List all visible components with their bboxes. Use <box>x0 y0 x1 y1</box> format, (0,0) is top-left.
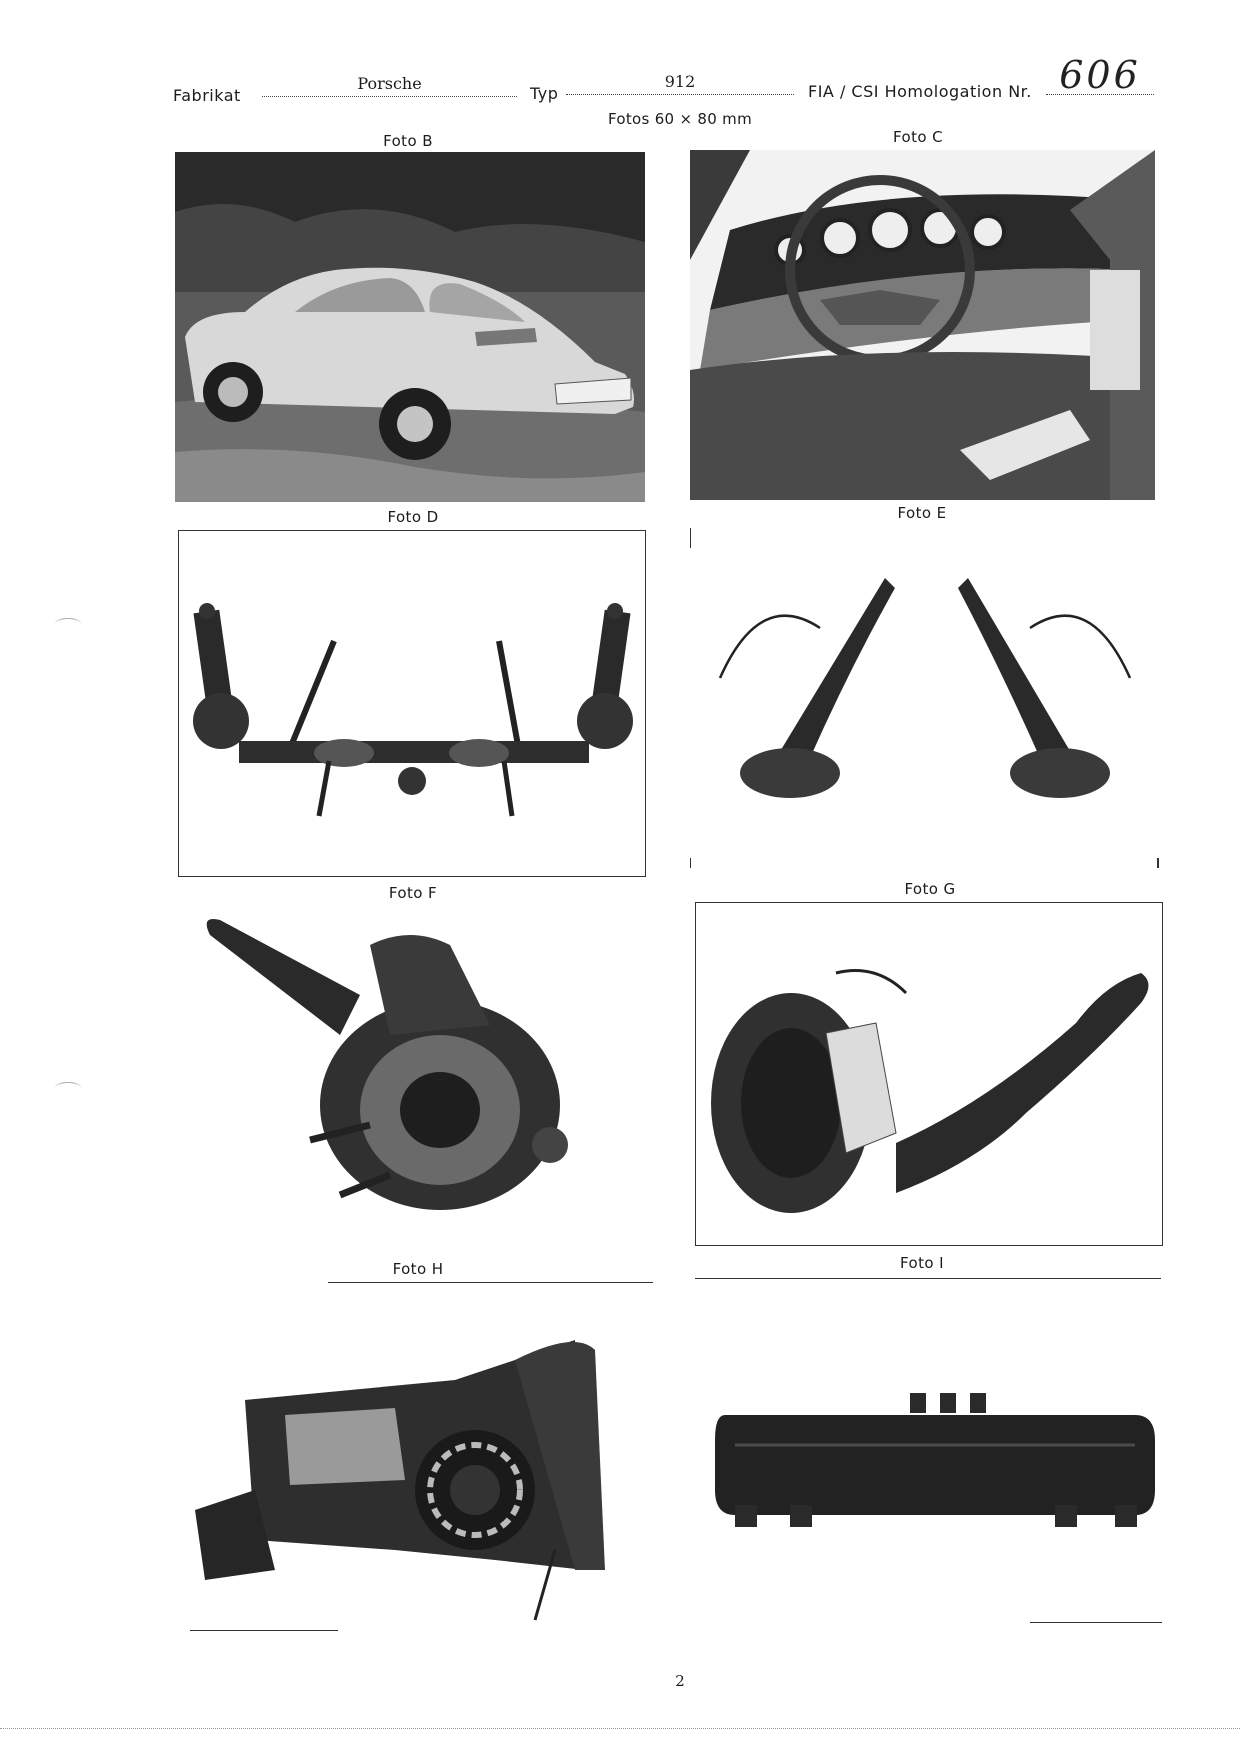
scan-edge <box>0 1728 1240 1729</box>
divider-rule <box>695 1278 1161 1279</box>
caption-foto-c: Foto C <box>893 128 943 146</box>
divider-rule <box>1030 1622 1162 1623</box>
type-value: 912 <box>566 72 794 95</box>
caption-foto-b: Foto B <box>383 132 433 150</box>
photo-g-rear-trailing-arm-with-brake <box>695 902 1163 1246</box>
caption-foto-i: Foto I <box>900 1254 944 1272</box>
homologation-number: 606 <box>1046 58 1154 95</box>
caption-foto-e: Foto E <box>897 504 947 522</box>
make-label: Fabrikat <box>173 86 241 105</box>
photo-i-cylinder-head-housing <box>705 1385 1160 1535</box>
type-label: Typ <box>530 84 559 103</box>
caption-foto-f: Foto F <box>388 884 438 902</box>
caption-foto-d: Foto D <box>387 508 439 526</box>
divider-rule <box>328 1282 653 1283</box>
photo-f-front-strut-and-brake <box>190 905 650 1245</box>
page-number: 2 <box>675 1672 685 1690</box>
photo-e-rear-trailing-arms <box>690 528 1160 868</box>
margin-hole-mark <box>55 618 81 629</box>
caption-foto-g: Foto G <box>904 880 956 898</box>
photo-c-dashboard-steering-wheel <box>690 150 1155 500</box>
photo-b-car-rear-three-quarter <box>175 152 645 502</box>
photo-h-transaxle-gearbox <box>195 1320 665 1630</box>
caption-foto-h: Foto H <box>392 1260 444 1278</box>
make-value: Porsche <box>262 74 517 97</box>
homologation-label: FIA / CSI Homologation Nr. <box>808 82 1032 101</box>
photo-d-front-suspension-assembly <box>178 530 646 877</box>
divider-rule <box>190 1630 338 1631</box>
margin-hole-mark <box>55 1082 81 1093</box>
photo-size-note: Fotos 60 × 80 mm <box>608 110 752 128</box>
